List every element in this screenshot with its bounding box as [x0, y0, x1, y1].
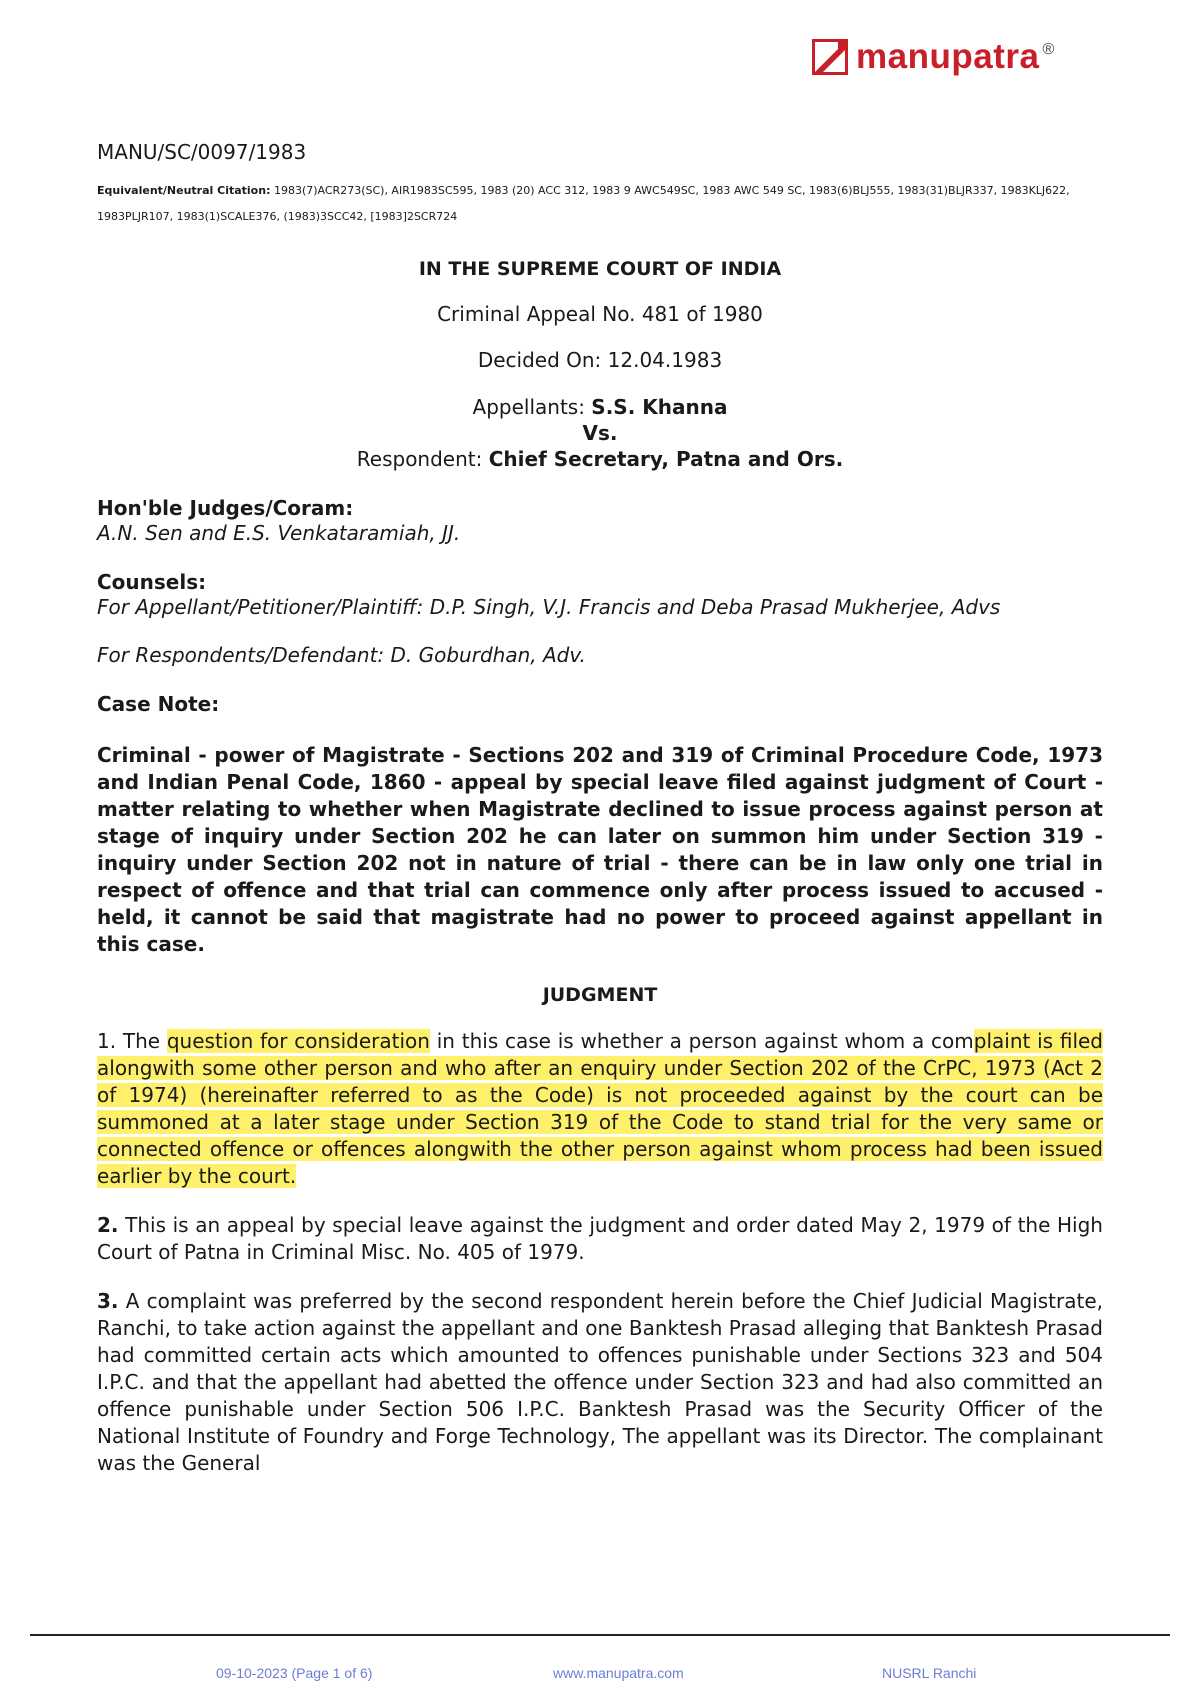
respondent-label: Respondent:: [356, 447, 489, 471]
highlight-2: plaint is filed alongwith some other person and who after an enquiry under Section 202 of the CrPC, 1973 (Act 2 of 1974) (hereinafter referred to as the Code) is not proceeded against by the court can be summoned at a later stage under Section 319 of the Code to stand trial for the very same or connected offence or offences alongwith the other person against whom process had been issued earlier by the court.: [97, 1029, 1104, 1188]
case-note: Criminal - power of Magistrate - Sections 202 and 319 of Criminal Procedure Code, 1973 and Indian Penal Code, 1860 - appeal by special leave filed against judgment of Court - matter relating to whether when Magistrate declined to issue process against person at stage of inquiry under Section 202 he can later on summon him under Section 319 - inquiry under Section 202 not in nature of trial - there can be in law only one trial in respect of offence and that trial can commence only after process issued to accused - held, it cannot be said that magistrate had no power to proceed against appellant in this case.: [97, 743, 1103, 956]
footer-licensee: NUSRL Ranchi: [882, 1665, 977, 1681]
footer-site-link[interactable]: www.manupatra.com: [553, 1665, 684, 1681]
decided-date: Decided On: 12.04.1983: [477, 348, 723, 372]
court-title: IN THE SUPREME COURT OF INDIA: [418, 258, 782, 280]
footer-divider: [30, 1634, 1170, 1636]
judges-heading: Hon'ble Judges/Coram:: [97, 496, 354, 520]
respondent-line: [97, 446, 1103, 472]
appellants-name: S.S. Khanna: [591, 395, 728, 419]
appeal-number: Criminal Appeal No. 481 of 1980: [437, 302, 763, 326]
footer-date-page: 09-10-2023 (Page 1 of 6): [216, 1665, 373, 1681]
counsel-respondent: For Respondents/Defendant: D. Goburdhan, Adv.: [97, 643, 586, 667]
respondent-name: Chief Secretary, Patna and Ors.: [488, 447, 844, 471]
paragraph-1: 1. The question for consideration in this case is whether a person against whom a complaint is filed alongwith some other person and who after an enquiry under Section 202 of the CrPC, 1973 (Act 2 of 1974) (hereinafter referred to as the Code) is not proceeded against by the court can be summoned at a later stage under Section 319 of the Code to stand trial for the very same or connected offence or offences alongwith the other person against whom process had been issued earlier by the court.: [97, 1029, 1104, 1188]
counsels-heading: Counsels:: [97, 570, 207, 594]
paragraph-1-number: 1.: [97, 1029, 117, 1053]
brand-name: manupatra: [856, 37, 1040, 76]
manupatra-logo-icon: [812, 39, 848, 75]
equivalent-citation: [97, 178, 1103, 230]
registered-mark: ®: [1042, 41, 1055, 58]
paragraph-3-number: 3.: [97, 1289, 119, 1313]
paragraph-2: 2. This is an appeal by special leave against the judgment and order dated May 2, 1979 of the High Court of Patna in Criminal Misc. No. 405 of 1979.: [97, 1213, 1103, 1264]
judges-names: A.N. Sen and E.S. Venkataramiah, JJ.: [97, 521, 461, 545]
document-body: [97, 140, 1103, 1477]
paragraph-2-number: 2.: [97, 1213, 119, 1237]
counsel-appellant: For Appellant/Petitioner/Plaintiff: D.P. Singh, V.J. Francis and Deba Prasad Mukherjee, Advs: [97, 595, 1001, 619]
parties: [97, 394, 1103, 472]
manu-citation-id: MANU/SC/0097/1983: [97, 140, 307, 164]
paragraph-3: 3. A complaint was preferred by the second respondent herein before the Chief Judicial Magistrate, Ranchi, to take action against the appellant and one Banktesh Prasad alleging that Banktesh Prasad had committed certain acts which amounted to offences punishable under Sections 323 and 504 I.P.C. and that the appellant had abetted the offence under Section 323 and had also committed an offence punishable under Section 506 I.P.C. Banktesh Prasad was the Security Officer of the National Institute of Foundry and Forge Technology, The appellant was its Director. The complainant was the General: [97, 1289, 1103, 1475]
versus: Vs.: [582, 421, 618, 445]
manupatra-logo: [812, 37, 1054, 77]
citation-text: 1983(7)ACR273(SC), AIR1983SC595, 1983 (20) ACC 312, 1983 9 AWC549SC, 1983 AWC 549 SC, 1983(6)BLJ555, 1983(31)BLJR337, 1983KLJ622, 1983PLJR107, 1983(1)SCALE376, (1983)3SCC42, [1983]2SCR724: [97, 184, 1070, 223]
case-note-heading: Case Note:: [97, 692, 220, 716]
appellants-line: [97, 394, 1103, 420]
appellants-label: Appellants:: [472, 395, 592, 419]
judgment-heading: JUDGMENT: [542, 984, 658, 1006]
highlight-1: question for consideration: [166, 1029, 430, 1053]
citation-label: Equivalent/Neutral Citation:: [97, 184, 271, 197]
